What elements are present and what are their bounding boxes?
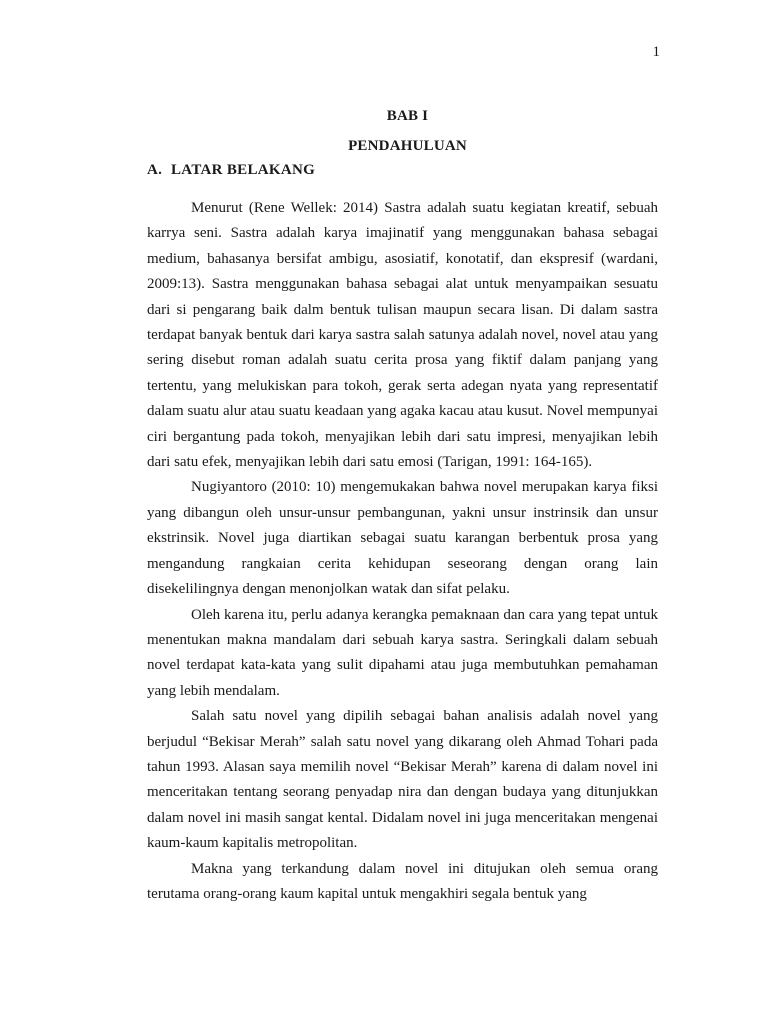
paragraph: Oleh karena itu, perlu adanya kerangka pemaknaan dan cara yang tepat untuk menentukan makna mandalam dari sebuah karya sastra. Seringkali dalam sebuah novel terdapat kata-kata yang sulit dipahami atau juga membutuhkan pemahaman yang lebih mendalam. [147, 606, 658, 699]
section-number: A. [147, 162, 163, 178]
document-body [147, 106, 658, 907]
page-number: 1 [652, 44, 660, 60]
paragraph: Nugiyantoro (2010: 10) mengemukakan bahwa novel merupakan karya fiksi yang dibangun oleh unsur-unsur pembangunan, yakni unsur instrinsik dan unsur ekstrinsik. Novel juga diartikan sebagai suatu karangan berbentuk prosa yang mengandung rangkaian cerita kehidupan seseorang dengan orang lain disekelilingnya dengan menonjolkan watak dan sifat pelaku. [147, 479, 658, 598]
section-title: LATAR BELAKANG [171, 162, 316, 178]
chapter-title: PENDAHULUAN [348, 138, 467, 154]
paragraph: Makna yang terkandung dalam novel ini ditujukan oleh semua orang terutama orang-orang kaum kapital untuk mengakhiri segala bentuk yang [147, 860, 658, 902]
section-heading [147, 160, 658, 196]
chapter-label: BAB I [386, 108, 429, 124]
paragraph: Salah satu novel yang dipilih sebagai bahan analisis adalah novel yang berjudul “Bekisar Merah” salah satu novel yang dikarang oleh Ahmad Tohari pada tahun 1993. Alasan saya memilih novel “Bekisar Merah” karena di dalam novel ini menceritakan tentang seorang penyadap nira dan dengan budaya yang ditunjukkan dalam novel ini masih sangat kental. Didalam novel ini juga menceritakan mengenai kaum-kaum kapitalis metropolitan. [147, 708, 658, 852]
paragraph: Menurut (Rene Wellek: 2014) Sastra adalah suatu kegiatan kreatif, sebuah karrya seni. Sastra adalah karya imajinatif yang menggunakan bahasa sebagai medium, bahasanya bersifat ambigu, asosiatif, konotatif, dan ekspresif (wardani, 2009:13). Sastra menggunakan bahasa sebagai alat untuk menyampaikan sesuatu dari si pengarang baik dalm bentuk tulisan maupun secara lisan. Di dalam sastra terdapat banyak bentuk dari karya sastra salah satunya adalah novel, novel atau yang sering disebut roman adalah suatu cerita prosa yang fiktif dalam panjang yang tertentu, yang melukiskan para tokoh, gerak serta adegan nyata yang representatif dalam suatu alur atau suatu keadaan yang agaka kacau atau kusut. Novel mempunyai ciri bergantung pada tokoh, menyajikan lebih dari satu impresi, menyajikan lebih dari satu efek, menyajikan lebih dari satu emosi (Tarigan, 1991: 164-165). [147, 200, 658, 471]
